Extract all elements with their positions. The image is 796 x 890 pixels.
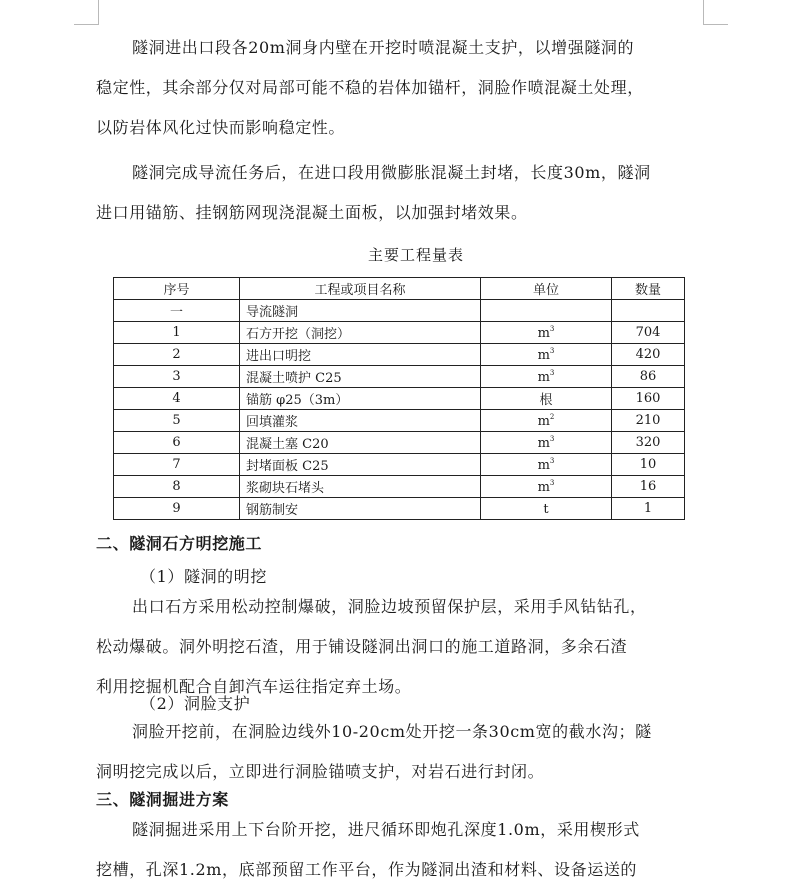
cell-unit xyxy=(481,432,612,454)
cell-qty: 160 xyxy=(612,388,685,410)
table-row xyxy=(114,498,685,520)
header-qty: 数量 xyxy=(612,278,685,300)
unit-base: m xyxy=(537,347,550,363)
table-caption: 主要工程量表 xyxy=(367,246,464,264)
unit-exponent: 3 xyxy=(549,324,555,333)
cell-unit xyxy=(481,388,612,410)
unit-base: m xyxy=(537,325,550,341)
cell-qty: 210 xyxy=(612,410,685,432)
table-header-row xyxy=(114,278,685,300)
cell-name: 钢筋制安 xyxy=(240,498,481,520)
cell-unit xyxy=(481,476,612,498)
text-line: 利用挖掘机配合自卸汽车运往指定弃土场。 xyxy=(96,677,412,696)
section-heading-tunneling: 三、隧洞掘进方案 xyxy=(96,790,229,809)
header-name: 工程或项目名称 xyxy=(240,278,481,300)
paragraph-portal-support xyxy=(96,712,702,792)
unit-exponent: 3 xyxy=(549,434,555,443)
cell-name: 石方开挖（洞挖） xyxy=(240,322,481,344)
text-line: 稳定性，其余部分仅对局部可能不稳的岩体加锚杆，洞脸作喷混凝土处理， xyxy=(96,78,644,97)
unit-base: m xyxy=(537,479,550,495)
cell-qty: 704 xyxy=(612,322,685,344)
cell-qty: 1 xyxy=(612,498,685,520)
cell-no: 8 xyxy=(114,476,240,498)
unit-base: m xyxy=(537,435,550,451)
cell-name: 进出口明挖 xyxy=(240,344,481,366)
table-row xyxy=(114,322,685,344)
unit-exponent: 3 xyxy=(549,346,555,355)
cell-name: 锚筋 φ25（3m） xyxy=(240,388,481,410)
page-corner-mark-left xyxy=(74,0,99,25)
table-row xyxy=(114,454,685,476)
quantity-table xyxy=(113,277,685,520)
cell-unit xyxy=(481,410,612,432)
text-line: 隧洞掘进采用上下台阶开挖，进尺循环即炮孔深度1.0m，采用楔形式 xyxy=(132,820,640,839)
cell-no: 4 xyxy=(114,388,240,410)
paragraph-blasting xyxy=(96,587,702,707)
table-row xyxy=(114,432,685,454)
cell-no: 6 xyxy=(114,432,240,454)
text-line: 松动爆破。洞外明挖石渣，用于铺设隧洞出洞口的施工道路洞，多余石渣 xyxy=(96,637,628,656)
header-no: 序号 xyxy=(114,278,240,300)
cell-name: 回填灌浆 xyxy=(240,410,481,432)
unit-base: m xyxy=(537,457,550,473)
cell-name: 浆砌块石堵头 xyxy=(240,476,481,498)
table-row xyxy=(114,388,685,410)
cell-qty: 10 xyxy=(612,454,685,476)
paragraph-support xyxy=(96,28,702,148)
cell-name: 混凝土塞 C20 xyxy=(240,432,481,454)
table-row xyxy=(114,300,685,322)
text-line: 隧洞进出口段各20m洞身内壁在开挖时喷混凝土支护，以增强隧洞的 xyxy=(132,38,635,57)
table-row xyxy=(114,410,685,432)
table-row xyxy=(114,366,685,388)
subheading-portal-support: （2）洞脸支护 xyxy=(140,694,251,713)
cell-no: 9 xyxy=(114,498,240,520)
text-line: 出口石方采用松动控制爆破，洞脸边坡预留保护层，采用手风钻钻孔， xyxy=(132,597,647,616)
cell-unit xyxy=(481,300,612,322)
header-unit: 单位 xyxy=(481,278,612,300)
unit-base: 根 xyxy=(539,393,553,408)
cell-no: 5 xyxy=(114,410,240,432)
unit-exponent: 2 xyxy=(549,412,555,421)
cell-name: 导流隧洞 xyxy=(240,300,481,322)
cell-unit xyxy=(481,498,612,520)
unit-exponent: 3 xyxy=(549,368,555,377)
page-corner-mark-right xyxy=(703,0,728,25)
cell-unit xyxy=(481,322,612,344)
unit-base: t xyxy=(543,501,549,517)
table-row xyxy=(114,476,685,498)
cell-no: 2 xyxy=(114,344,240,366)
text-line: 挖槽，孔深1.2m，底部预留工作平台，作为隧洞出渣和材料、设备运送的 xyxy=(96,860,638,879)
cell-no: 7 xyxy=(114,454,240,476)
subheading-open-cut: （1）隧洞的明挖 xyxy=(140,567,267,586)
text-line: 隧洞完成导流任务后，在进口段用微膨胀混凝土封堵，长度30m，隧洞 xyxy=(132,163,651,182)
unit-exponent: 3 xyxy=(549,456,555,465)
cell-qty xyxy=(612,300,685,322)
cell-unit xyxy=(481,454,612,476)
cell-qty: 16 xyxy=(612,476,685,498)
cell-qty: 320 xyxy=(612,432,685,454)
paragraph-plugging xyxy=(96,153,702,233)
text-line: 进口用锚筋、挂钢筋网现浇混凝土面板，以加强封堵效果。 xyxy=(96,203,528,222)
unit-exponent: 3 xyxy=(549,478,555,487)
cell-qty: 420 xyxy=(612,344,685,366)
table-row xyxy=(114,344,685,366)
cell-no: 1 xyxy=(114,322,240,344)
text-line: 洞明挖完成以后，立即进行洞脸锚喷支护，对岩石进行封闭。 xyxy=(96,762,545,781)
text-line: 以防岩体风化过快而影响稳定性。 xyxy=(96,118,346,137)
unit-base: m xyxy=(537,369,550,385)
unit-base: m xyxy=(537,413,550,429)
cell-unit xyxy=(481,344,612,366)
text-line: 洞脸开挖前，在洞脸边线外10-20cm处开挖一条30cm宽的截水沟；隧 xyxy=(132,722,652,741)
cell-no: 一 xyxy=(114,300,240,322)
cell-name: 封堵面板 C25 xyxy=(240,454,481,476)
section-heading-open-excavation: 二、隧洞石方明挖施工 xyxy=(96,534,263,553)
cell-name: 混凝土喷护 C25 xyxy=(240,366,481,388)
cell-no: 3 xyxy=(114,366,240,388)
cell-qty: 86 xyxy=(612,366,685,388)
cell-unit xyxy=(481,366,612,388)
paragraph-tunneling xyxy=(96,810,702,890)
